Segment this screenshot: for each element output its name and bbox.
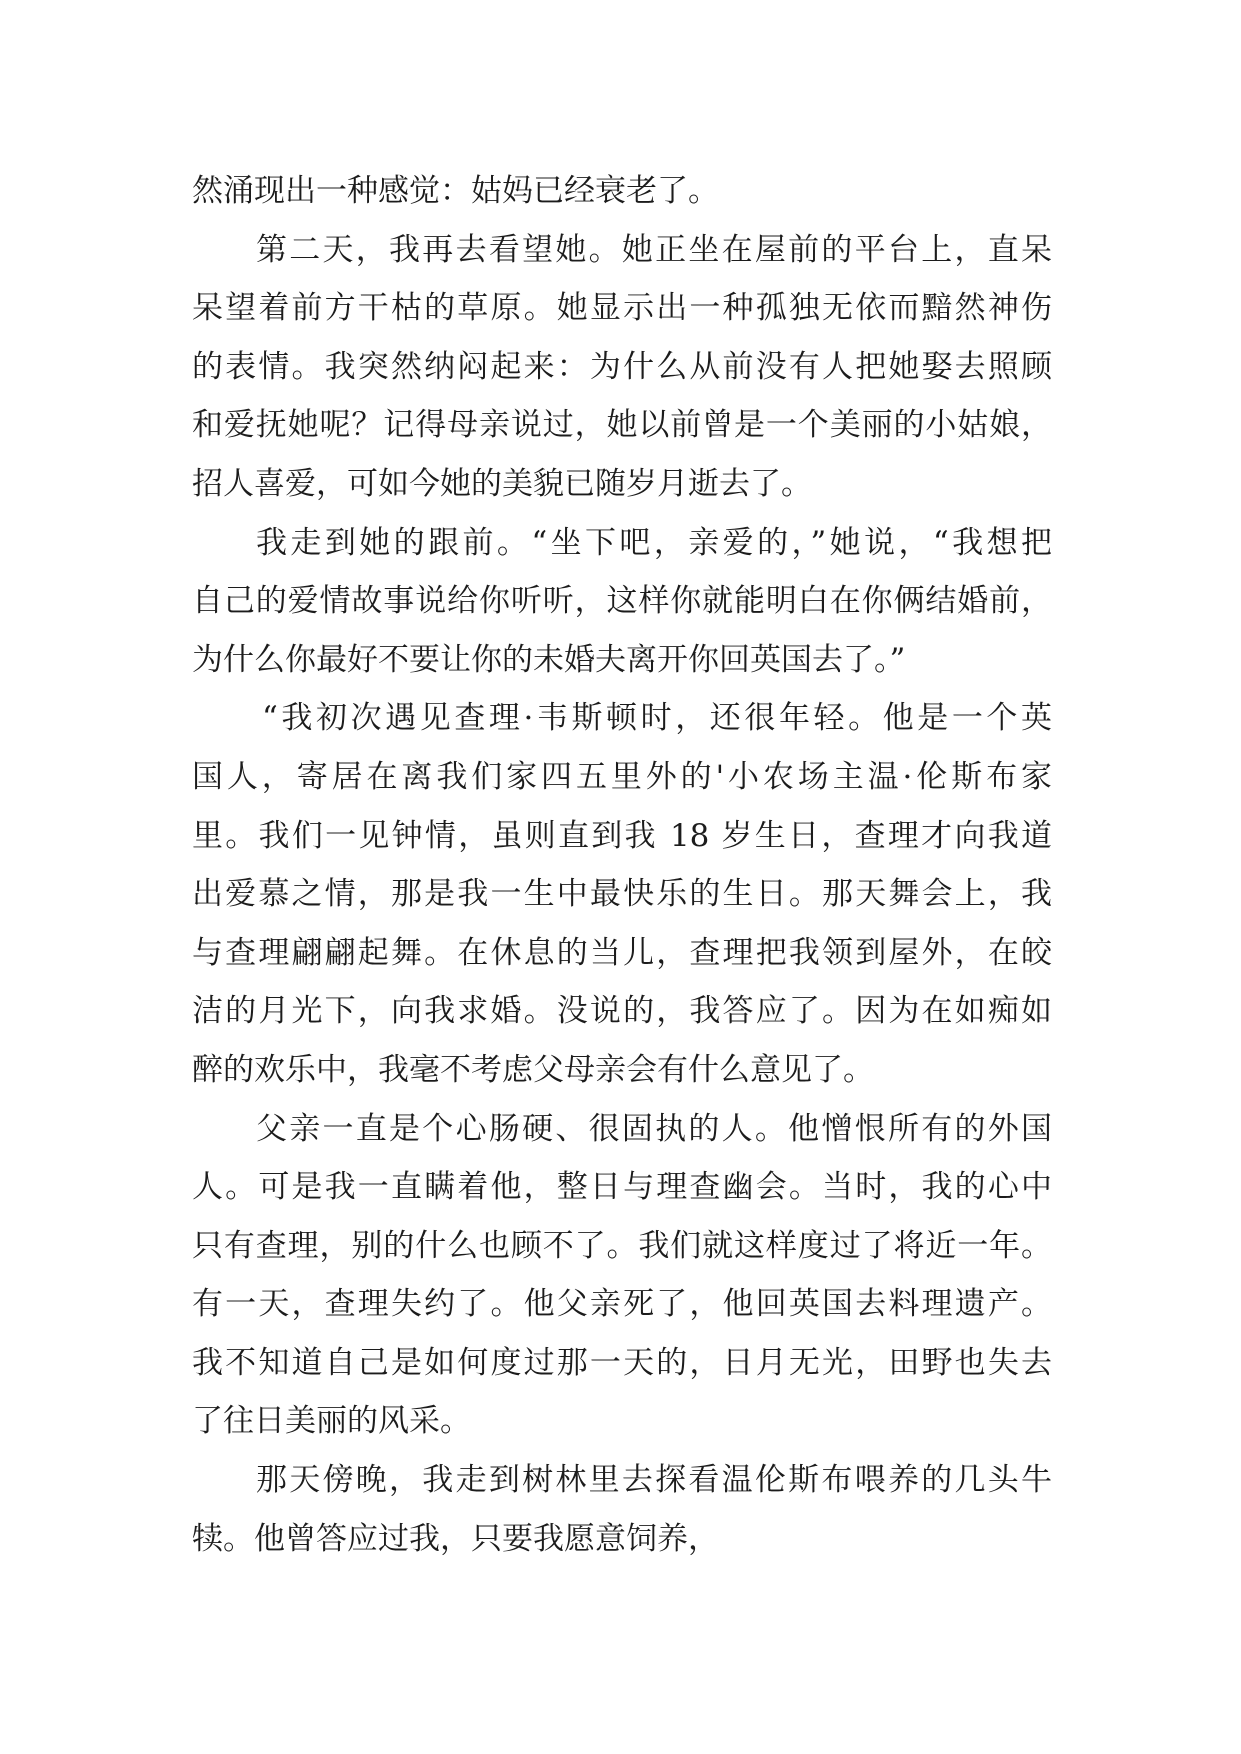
text-line: 出爱慕之情，那是我一生中最快乐的生日。那天舞会上，我 [192, 876, 1052, 913]
text-line: 只有查理，别的什么也顾不了。我们就这样度过了将近一年。 [192, 1227, 1052, 1264]
text-line: 父亲一直是个心肠硬、很固执的人。他憎恨所有的外国 [256, 1110, 1052, 1147]
text-line: 然涌现出一种感觉：姑妈已经衰老了。 [192, 173, 719, 209]
text-line: 和爱抚她呢？记得母亲说过，她以前曾是一个美丽的小姑娘， [192, 407, 1052, 444]
text-line: 呆望着前方干枯的草原。她显示出一种孤独无依而黯然神伤 [192, 290, 1052, 327]
text-line: 犊。他曾答应过我，只要我愿意饲养， [192, 1520, 719, 1557]
text-line: “我初次遇见查理·韦斯顿时，还很年轻。他是一个英 [262, 700, 1052, 737]
text-line: 那天傍晚，我走到树林里去探看温伦斯布喂养的几头牛 [256, 1462, 1052, 1499]
body-text [192, 162, 1052, 1568]
text-line: 与查理翩翩起舞。在休息的当儿，查理把我领到屋外，在皎 [192, 934, 1052, 971]
text-line: 招人喜爱，可如今她的美貌已随岁月逝去了。 [192, 465, 812, 502]
text-line: 醉的欢乐中，我毫不考虑父母亲会有什么意见了。 [192, 1051, 874, 1088]
text-line: 我不知道自己是如何度过那一天的，日月无光，田野也失去 [192, 1344, 1052, 1381]
text-line: 了往日美丽的风采。 [192, 1403, 471, 1440]
text-line: 里。我们一见钟情，虽则直到我 18 岁生日，查理才向我道 [192, 817, 1052, 854]
text-line: 人。可是我一直瞒着他，整日与理查幽会。当时，我的心中 [192, 1169, 1052, 1206]
text-line: 洁的月光下，向我求婚。没说的，我答应了。因为在如痴如 [192, 993, 1052, 1030]
text-line: 自己的爱情故事说给你听听，这样你就能明白在你俩结婚前， [192, 583, 1052, 620]
text-line: 为什么你最好不要让你的未婚夫离开你回英国去了。” [192, 641, 906, 678]
text-line: 的表情。我突然纳闷起来：为什么从前没有人把她娶去照顾 [192, 348, 1052, 385]
text-line: 有一天，查理失约了。他父亲死了，他回英国去料理遗产。 [192, 1286, 1052, 1323]
text-line: 国人，寄居在离我们家四五里外的'小农场主温·伦斯布家 [192, 758, 1052, 795]
text-line: 我走到她的跟前。“坐下吧，亲爱的，”她说，“我想把 [256, 524, 1052, 561]
text-line: 第二天，我再去看望她。她正坐在屋前的平台上，直呆 [256, 231, 1052, 268]
